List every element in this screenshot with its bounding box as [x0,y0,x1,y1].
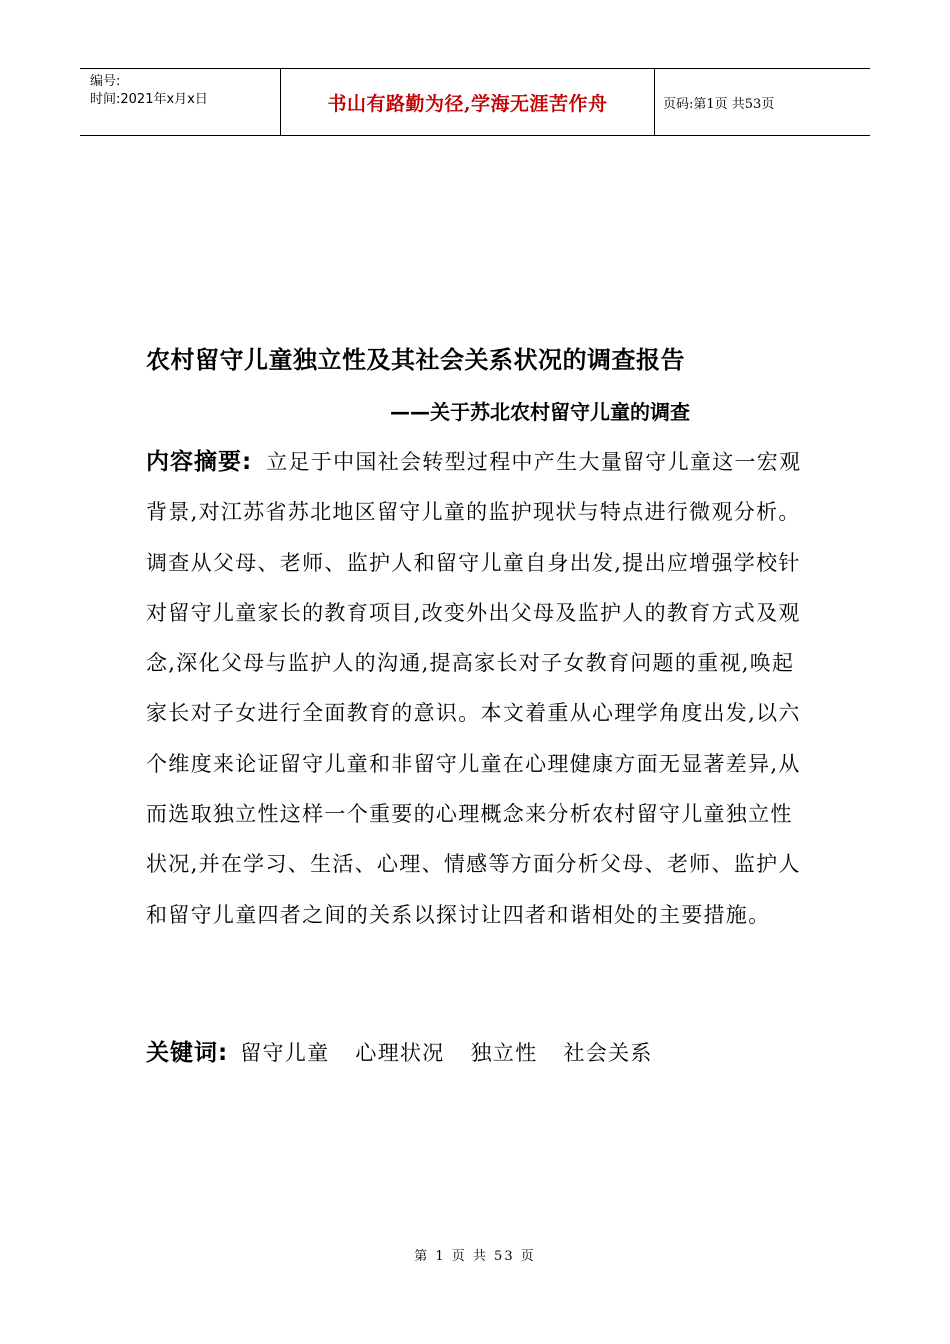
keywords-line [146,1034,679,1067]
header-number-label: 编号: [90,74,121,89]
keyword: 心理状况 [355,1041,445,1065]
keyword: 社会关系 [563,1041,653,1065]
keywords-label: 关键词: [146,1040,229,1066]
header-page-info: 页码:第1页 共53页 [663,96,775,112]
header-meta [80,69,281,135]
document-subtitle: ——关于苏北农村留守儿童的调查 [390,400,690,424]
abstract-paragraph [146,437,806,940]
abstract-label: 内容摘要: [146,449,253,475]
page-header [80,68,870,136]
header-motto: 书山有路勤为径,学海无涯苦作舟 [281,69,655,135]
abstract-text: 立足于中国社会转型过程中产生大量留守儿童这一宏观背景,对江苏省苏北地区留守儿童的监护现状与特点进行微观分析。调查从父母、老师、监护人和留守儿童自身出发,提出应增强学校针对留守儿童家长的教育项目,改变外出父母及监护人的教育方式及观念,深化父母与监护人的沟通,提高家长对子女教育问题的重视,唤起家长对子女进行全面教育的意识。本文着重从心理学角度出发,以六个维度来论证留守儿童和非留守儿童在心理健康方面无显著差异,从而选取独立性这样一个重要的心理概念来分析农村留守儿童独立性状况,并在学习、生活、心理、情感等方面分析父母、老师、监护人和留守儿童四者之间的关系以探讨让四者和谐相处的主要措施。 [146,450,802,927]
keyword: 留守儿童 [240,1041,330,1065]
header-time-label: 时间:2021年x月x日 [90,92,208,107]
page-footer: 第 1 页 共 53 页 [414,1249,536,1264]
keyword: 独立性 [470,1041,538,1065]
document-title: 农村留守儿童独立性及其社会关系状况的调查报告 [146,346,685,374]
